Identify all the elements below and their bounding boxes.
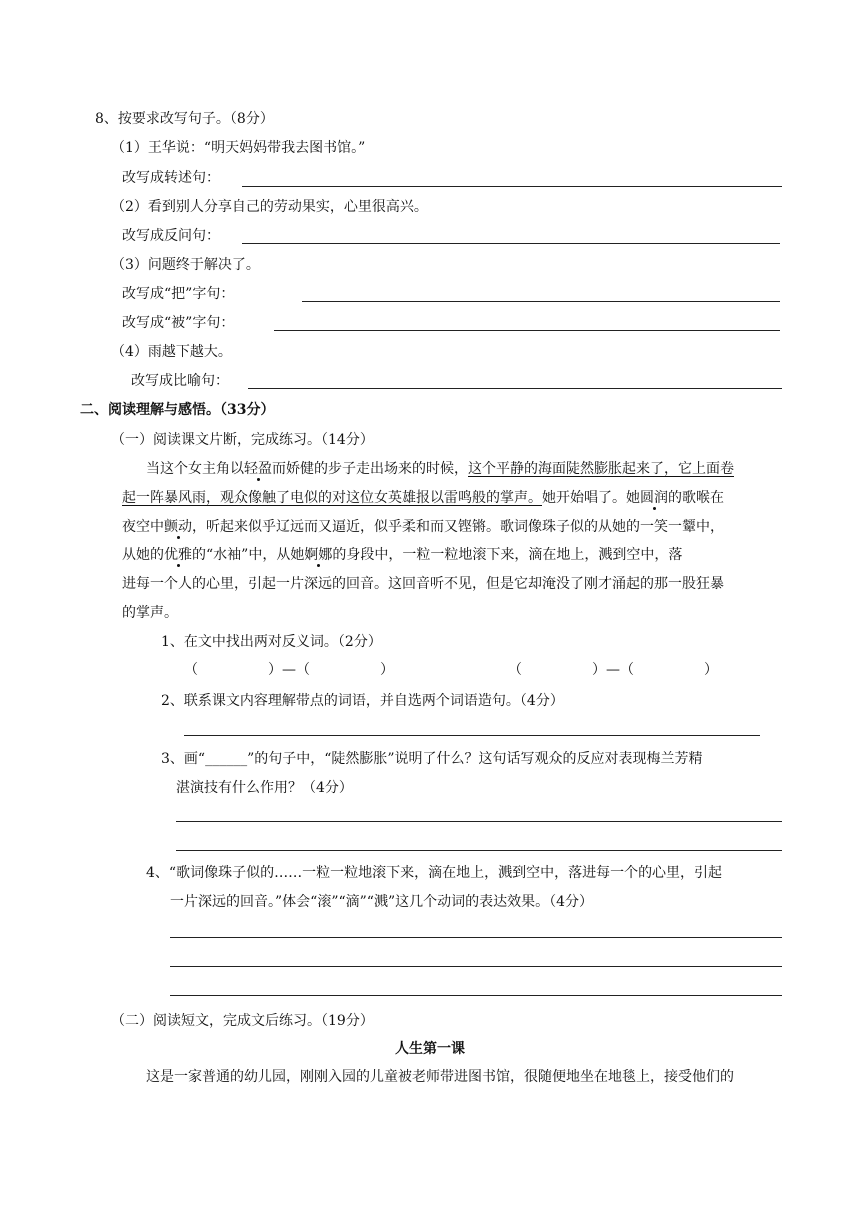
q8-prompt-metaphor: 改写成比喻句： (131, 373, 229, 389)
subq-2: 2、联系课文内容理解带点的词语，并自选两个词语造句。（4分） (161, 693, 564, 709)
answer-line[interactable] (170, 966, 782, 967)
answer-line[interactable] (302, 301, 780, 302)
passage-line-1: 当这个女主角以轻盈而娇健的步子走出场来的时候，这个平静的海面陡然膨胀起来了，它上面卷 (146, 461, 734, 477)
answer-line[interactable] (170, 937, 782, 938)
passage-line-5: 进每一个人的心里，引起一片深远的回音。这回音听不见，但是它却淹没了刚才涌起的那一股狂暴 (122, 576, 724, 592)
dotted-word: 优雅 (164, 547, 192, 563)
subq-3-line-2: 湛演技有什么作用？（4分） (176, 780, 353, 796)
antonym-pair-1[interactable]: （ ）—（ ） (184, 662, 394, 678)
answer-line[interactable] (176, 850, 782, 851)
answer-line[interactable] (242, 243, 780, 244)
q8-prompt-reported-speech: 改写成转述句： (122, 170, 220, 186)
dotted-word: 颤动 (164, 519, 192, 535)
answer-line[interactable] (274, 330, 780, 331)
q8-sentence-4: （4）雨越下越大。 (111, 344, 232, 360)
part-2-title: （二）阅读短文，完成文后练习。（19分） (111, 1013, 374, 1029)
q8-sentence-1: （1）王华说：“明天妈妈带我去图书馆。” (111, 140, 366, 156)
antonym-pair-2[interactable]: （ ）—（ ） (508, 662, 718, 678)
dotted-word: 圆润 (640, 490, 668, 506)
passage-line-2: 起一阵暴风雨，观众像触了电似的对这位女英雄报以雷鸣般的掌声。她开始唱了。她圆润的歌喉在 (122, 490, 724, 506)
answer-line[interactable] (170, 995, 782, 996)
answer-line[interactable] (248, 388, 782, 389)
article-title: 人生第一课 (395, 1041, 465, 1057)
subq-3-line-1: 3、画“______”的句子中，“陡然膨胀”说明了什么？这句话写观众的反应对表现梅兰芳精 (161, 751, 703, 767)
subq-4-line-2: 一片深远的回音。”体会“滚”“滴”“溅”这几个动词的表达效果。（4分） (170, 894, 594, 910)
article-first-line: 这是一家普通的幼儿园，刚刚入园的儿童被老师带进图书馆，很随便地坐在地毯上，接受他们的 (146, 1069, 734, 1085)
answer-line[interactable] (176, 821, 782, 822)
passage-line-4: 从她的优雅的“水袖”中，从她婀娜的身段中，一粒一粒地滚下来，滴在地上，溅到空中，落 (122, 547, 683, 563)
subq-4-line-1: 4、“歌词像珠子似的……一粒一粒地滚下来，滴在地上，溅到空中，落进每一个的心里，引起 (146, 865, 723, 881)
passage-line-3: 夜空中颤动，听起来似乎辽远而又逼近，似乎柔和而又铿锵。歌词像珠子似的从她的一笑一颦中， (122, 519, 724, 535)
answer-line[interactable] (184, 735, 760, 736)
answer-line[interactable] (242, 186, 782, 187)
subq-1: 1、在文中找出两对反义词。（2分） (161, 634, 382, 650)
q8-sentence-2: （2）看到别人分享自己的劳动果实，心里很高兴。 (111, 199, 428, 215)
q8-prompt-rhetorical: 改写成反问句： (122, 228, 220, 244)
underlined-sentence: 起一阵暴风雨，观众像触了电似的对这位女英雄报以雷鸣般的掌声。 (122, 490, 542, 506)
question-8-title: 8、按要求改写句子。（8分） (95, 111, 274, 127)
dotted-word: 婀娜 (304, 547, 333, 563)
passage-line-6: 的掌声。 (122, 605, 178, 621)
q8-prompt-bei: 改写成“被”字句： (122, 315, 235, 331)
q8-prompt-ba: 改写成“把”字句： (122, 286, 235, 302)
dotted-word: 轻盈 (244, 461, 272, 477)
part-1-title: （一）阅读课文片断，完成练习。（14分） (111, 432, 374, 448)
underlined-sentence: 这个平静的海面陡然膨胀起来了，它上面卷 (468, 461, 734, 477)
section-2-title: 二、阅读理解与感悟。（33分） (80, 402, 275, 418)
q8-sentence-3: （3）问题终于解决了。 (111, 257, 260, 273)
